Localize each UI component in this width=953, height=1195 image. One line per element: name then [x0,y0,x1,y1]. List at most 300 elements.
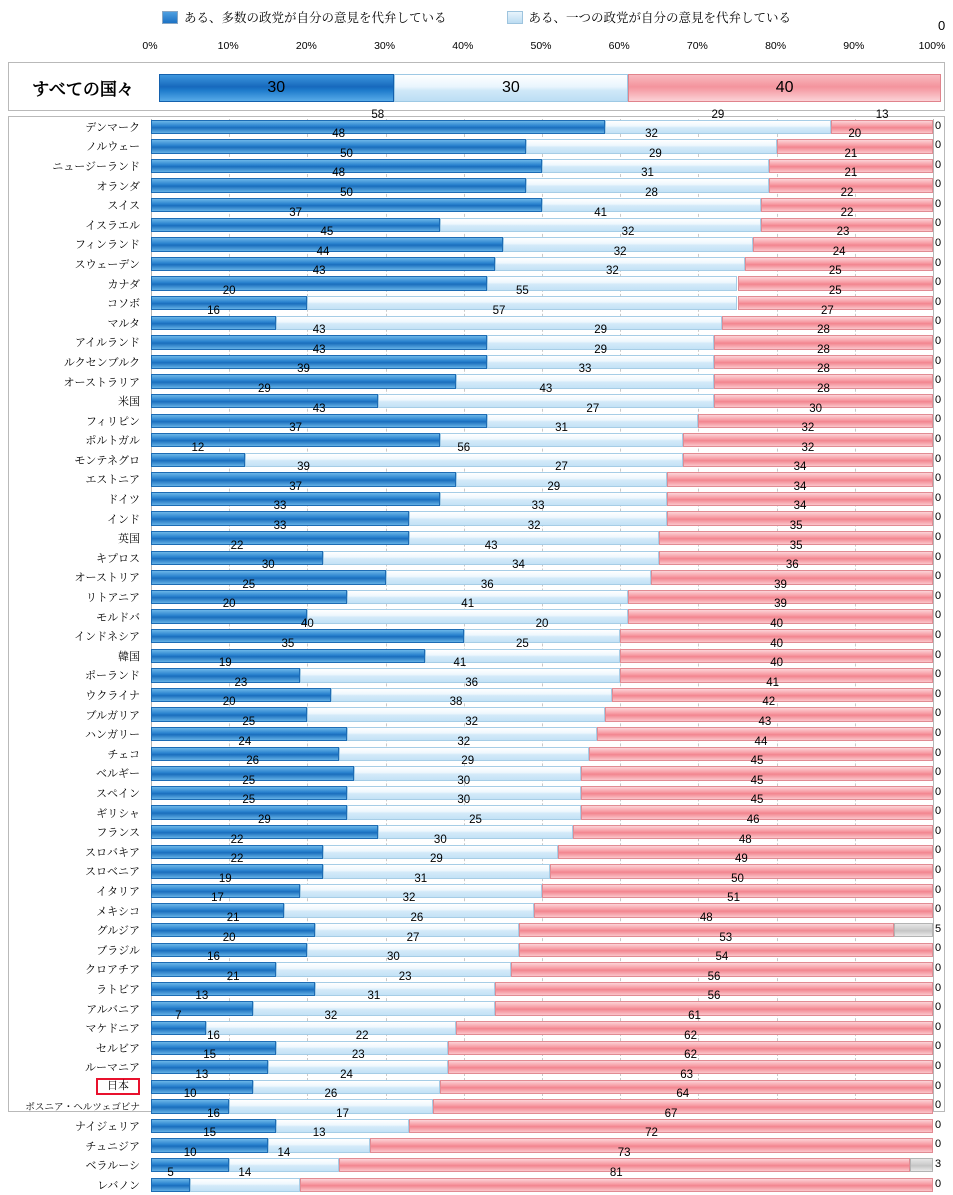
row-bars [151,637,933,663]
bar-value-label: 26 [324,1088,338,1101]
chart-legend [0,6,953,28]
bar-value-label: 38 [449,696,463,709]
bar-segment [714,394,933,408]
bar-value-label: 32 [527,520,541,533]
bar-value-label: 31 [367,990,381,1003]
bar-segment [440,492,667,506]
bar-value-label: 22 [230,853,244,866]
bar-value-label: 43 [312,324,326,337]
bar-segment [831,120,933,134]
row-end-value: 0 [935,217,942,230]
bar-value-label: 22 [840,206,854,219]
bar-segment [151,355,487,369]
row-bars [151,245,933,271]
chart-row [9,990,946,1019]
row-label: ボスニア・ヘルツェゴビナ [25,1102,140,1114]
row-end-value: 0 [935,746,942,759]
bar-value-label: 45 [750,755,764,768]
bar-value-label: 26 [410,911,424,924]
bar-segment [495,257,745,271]
bar-value-label: 29 [257,382,271,395]
bar-value-label: 39 [774,598,787,611]
bar-value-label: 48 [699,911,713,924]
bar-value-label: 23 [398,970,412,983]
row-end-value: 3 [935,1157,942,1170]
row-label: ブラジル [96,944,140,957]
row-end-value: 0 [935,864,942,877]
legend-label: ある、一つの政党が自分の意見を代弁している [528,11,792,25]
row-end-value: 0 [935,648,942,661]
bar-value-label: 29 [547,480,561,493]
bar-segment [253,1080,441,1094]
bar-value-label: 30 [457,794,471,807]
row-bars [151,911,933,937]
bar-value-label: 20 [848,128,862,141]
bar-segment [206,1021,456,1035]
highlight-box: 日本 [96,1078,140,1095]
row-end-value: 0 [935,237,942,250]
bar-segment [315,982,495,996]
bar-segment [456,472,667,486]
bar-segment [151,120,605,134]
row-bars [151,696,933,721]
row-bars [151,167,933,192]
bar-segment [151,139,526,153]
bar-segment [276,962,511,976]
bar-segment [331,688,613,702]
bar-value-label: 44 [754,735,768,748]
row-label: スロベニア [85,866,140,879]
row-end-value: 0 [935,119,942,132]
row-end-value: 0 [935,824,942,837]
bar-value-label: 31 [414,872,428,885]
bar-value-label: 31 [555,422,568,435]
bar-value-label: 32 [801,422,815,435]
row-end-value: 0 [935,883,942,896]
bar-value-label: 16 [207,1029,220,1042]
bar-segment [487,414,698,428]
bar-value-label: 30 [457,774,471,787]
bar-value-label: 34 [512,559,525,572]
row-end-value: 0 [935,1040,942,1053]
row-bars [151,872,933,898]
bar-value-label: 32 [605,265,619,278]
bar-segment [307,296,737,310]
bar-segment [151,276,487,290]
row-end-value: 0 [935,844,942,857]
bar-value-label: 25 [469,813,482,826]
bar-segment [464,629,620,643]
axis-tick: 80% [765,40,787,52]
bar-segment [151,609,307,623]
bar-value-label: 63 [680,1068,694,1081]
bar-value-label: 27 [821,304,834,317]
bar-segment [151,590,347,604]
row-label: フランス [96,827,140,840]
row-label: スロバキア [85,846,140,859]
bar-value-label: 51 [727,892,740,905]
bar-segment [151,296,307,310]
row-end-value: 0 [935,609,942,622]
summary-label: すべての国々 [32,79,134,99]
bar-segment [409,531,659,545]
bar-segment [300,884,542,898]
row-bars [151,618,933,643]
row-end-value: 0 [935,707,942,720]
bar-segment [151,962,276,976]
row-bars [151,1166,933,1192]
bar-value-label: 32 [613,245,627,258]
row-label: エストニア [85,474,140,487]
bar-value-label: 43 [312,265,326,278]
row-end-value: 0 [935,433,942,445]
legend-swatch-icon [507,11,523,24]
chart-row [9,559,946,588]
bar-value-label: 49 [735,853,748,866]
bar-segment [151,864,323,878]
axis-tick: 100% [918,40,946,52]
bar-segment [386,570,652,584]
bar-value-label: 43 [312,402,326,415]
bar-segment [894,923,933,937]
row-label: オーストリア [74,572,140,585]
bar-value-label: 45 [750,774,764,787]
bar-segment [151,394,378,408]
bar-value-label: 15 [203,1127,217,1140]
bar-segment [151,1060,268,1074]
bar-value-label: 29 [430,853,443,866]
bar-value-label: 48 [738,833,752,846]
bar-value-label: 30 [387,951,400,964]
bar-value-label: 33 [578,363,592,376]
row-end-value: 0 [935,589,942,602]
row-label: ポルトガル [85,435,140,448]
bar-value-label: 32 [465,716,479,728]
bar-segment [151,178,526,192]
bar-value-label: 44 [316,245,330,258]
bar-value-label: 40 [770,657,783,670]
row-label: ベルギー [96,768,140,781]
chart-row [9,1088,946,1117]
bar-segment [323,551,659,565]
row-bars [151,951,933,976]
bar-value-label: 53 [719,931,733,944]
bar-value-label: 45 [750,794,764,807]
row-bars [151,833,933,859]
row-end-value: 0 [935,393,942,406]
chart-row [9,363,946,392]
row-bars [151,284,933,310]
axis-tick: 30% [374,40,396,52]
row-label: ブルガリア [85,709,140,722]
bar-value-label: 21 [226,970,240,983]
bar-value-label: 32 [621,226,635,239]
row-bars [151,147,933,173]
bar-value-label: 30 [809,402,823,415]
row-end-value: 0 [935,354,942,367]
bar-segment [151,159,542,173]
row-label: アイルランド [74,337,140,350]
bar-value-label: 31 [641,167,654,180]
bar-segment [378,825,574,839]
bar-value-label: 48 [332,167,346,180]
row-bars [151,970,933,996]
row-label: 韓国 [118,650,140,663]
bar-value-label: 29 [711,108,725,121]
bar-segment [151,1021,206,1035]
bar-segment [307,707,604,721]
row-bars [151,755,933,780]
bar-value-label: 62 [684,1049,697,1062]
chart-row [9,128,946,157]
bar-segment [542,198,761,212]
row-end-value: 0 [935,805,942,818]
row-end-value: 0 [935,668,942,681]
bar-value-label: 24 [238,735,252,748]
row-bars [151,226,933,251]
bar-segment [151,198,542,212]
bar-value-label: 48 [332,128,346,141]
bar-value-label: 26 [246,755,260,768]
bar-value-label: 19 [218,872,232,885]
bar-value-label: 64 [676,1088,690,1101]
bar-value-label: 13 [312,1127,326,1140]
bar-segment [456,374,714,388]
bar-value-label: 13 [195,990,209,1003]
row-end-value: 0 [935,197,942,210]
row-bars [151,892,933,917]
legend-item-1 [507,8,792,26]
legend-swatch-icon [162,11,178,24]
bar-segment [307,609,628,623]
row-end-value: 0 [935,1099,942,1112]
bar-value-label: 23 [234,676,248,689]
summary-bar [159,74,941,102]
bar-value-label: 43 [539,382,553,395]
row-bars [151,1107,933,1133]
bar-value-label: 40 [300,618,314,631]
bar-value-label: 33 [273,520,287,533]
bar-value-label: 5 [167,1166,174,1179]
bar-value-label: 24 [832,245,846,258]
row-end-value: 0 [935,1118,942,1131]
chart-row [9,892,946,921]
chart-row [9,265,946,294]
row-bars [151,1029,933,1055]
bar-value-label: 16 [207,951,220,964]
bar-segment [151,943,307,957]
bar-value-label: 61 [688,1009,701,1022]
bar-value-label: 21 [844,167,858,180]
bar-segment [573,825,933,839]
bar-segment [151,1080,253,1094]
row-end-value: 0 [935,452,942,465]
chart-row [9,1147,946,1175]
bar-value-label: 25 [828,265,842,278]
bar-value-label: 29 [461,755,475,768]
row-end-value: 0 [935,1138,942,1151]
bar-segment [284,903,534,917]
row-end-value: 0 [935,295,942,308]
bar-value-label: 29 [594,343,608,356]
bar-value-label: 20 [535,618,549,631]
bar-value-label: 43 [312,343,326,356]
bar-value-label: 33 [531,500,545,513]
row-label: オランダ [96,180,140,193]
row-label: モンテネグロ [74,454,140,467]
bar-segment [245,453,683,467]
bar-value-label: 56 [457,441,471,454]
row-bars [151,1049,933,1074]
bar-segment [347,590,629,604]
row-bars [151,422,933,447]
row-bars [151,1127,933,1152]
row-label: インド [107,513,140,526]
row-label: 米国 [118,396,140,409]
bar-value-label: 35 [281,637,295,650]
bar-value-label: 28 [817,363,830,376]
row-label: コソボ [107,298,140,311]
bar-segment [253,1001,495,1015]
bar-segment [339,1158,910,1172]
row-bars [151,206,933,232]
chart-row [9,716,946,744]
row-bars [151,520,933,545]
bar-segment [511,962,933,976]
row-label: マケドニア [85,1023,140,1036]
axis-tick: 40% [452,40,474,52]
row-end-value: 0 [935,570,942,583]
bar-value-label: 24 [340,1068,353,1081]
row-bars [151,1147,933,1172]
row-bars [151,441,933,467]
row-bars [151,186,933,212]
bar-value-label: 25 [242,774,256,787]
row-label: 英国 [118,533,140,546]
row-bars [151,559,933,584]
bar-value-label: 37 [289,480,303,493]
bar-segment [738,296,934,310]
bar-value-label: 56 [707,970,721,983]
bar-value-label: 10 [183,1088,197,1101]
row-bars [151,461,933,486]
bar-segment [534,903,933,917]
bar-value-label: 36 [480,578,494,591]
row-end-value: 0 [935,1001,942,1014]
bar-segment [433,1099,933,1113]
row-end-value: 0 [935,413,942,426]
row-end-value: 0 [935,628,942,641]
bar-segment [151,531,409,545]
bar-segment [440,218,761,232]
bar-segment [151,1178,190,1192]
row-bars [151,343,933,369]
bar-value-label: 36 [785,559,799,572]
row-bars [151,402,933,428]
summary-segment: 30 [394,74,629,102]
bar-value-label: 55 [516,284,529,297]
bar-segment [151,1138,268,1152]
row-label: アルバニア [86,1003,140,1016]
bar-segment [378,394,714,408]
bar-value-label: 41 [766,676,780,689]
summary-end-value: 0 [938,18,946,33]
bar-value-label: 45 [320,226,334,239]
bar-segment [151,629,464,643]
row-label: ポーランド [85,670,140,683]
row-label: マルタ [107,317,140,330]
row-label: チュニジア [85,1140,140,1153]
bar-segment [440,433,682,447]
row-end-value: 0 [935,158,942,171]
row-label: スウェーデン [74,258,140,271]
row-bars [151,108,933,134]
bar-value-label: 42 [762,696,776,709]
bar-value-label: 40 [770,637,783,650]
bar-value-label: 27 [406,931,420,944]
row-end-value: 5 [935,922,942,935]
row-end-value: 0 [935,491,942,504]
bar-value-label: 22 [355,1029,369,1042]
row-bars [151,676,933,702]
bar-value-label: 21 [844,147,858,160]
row-bars [151,265,933,290]
bar-segment [151,492,440,506]
bar-segment [151,414,487,428]
chart-row [9,1049,946,1078]
row-bars [151,990,933,1015]
bar-value-label: 40 [770,618,783,631]
summary-segment: 40 [628,74,941,102]
bar-segment [190,1178,299,1192]
bar-value-label: 10 [183,1147,197,1160]
bar-segment [151,707,307,721]
axis-tick: 50% [530,40,552,52]
row-label: ギリシャ [96,807,140,820]
row-bars [151,128,933,153]
bar-value-label: 37 [289,422,303,435]
row-label: チェコ [107,748,140,761]
bar-segment [503,237,753,251]
bar-segment [151,218,440,232]
row-end-value: 0 [935,942,942,955]
bar-value-label: 67 [664,1107,678,1120]
bar-segment [323,864,550,878]
axis-tick: 90% [843,40,865,52]
axis-tick: 20% [295,40,317,52]
summary-panel [8,62,945,111]
row-label: イタリア [96,885,140,898]
row-end-value: 0 [935,766,942,779]
bar-value-label: 34 [793,480,807,493]
row-bars [151,716,933,741]
row-label: グルジア [96,925,140,938]
bar-value-label: 28 [817,343,830,356]
row-end-value: 0 [935,374,942,387]
bar-value-label: 34 [793,500,807,513]
bar-value-label: 34 [793,461,807,474]
chart-rows [9,108,946,1192]
bar-value-label: 30 [261,559,275,572]
bar-value-label: 28 [645,186,658,199]
bar-segment [151,688,331,702]
row-end-value: 0 [935,981,942,994]
row-bars [151,853,933,878]
chart-row [9,853,946,882]
bar-segment [151,472,456,486]
bar-value-label: 28 [817,382,830,395]
row-end-value: 0 [935,315,942,328]
